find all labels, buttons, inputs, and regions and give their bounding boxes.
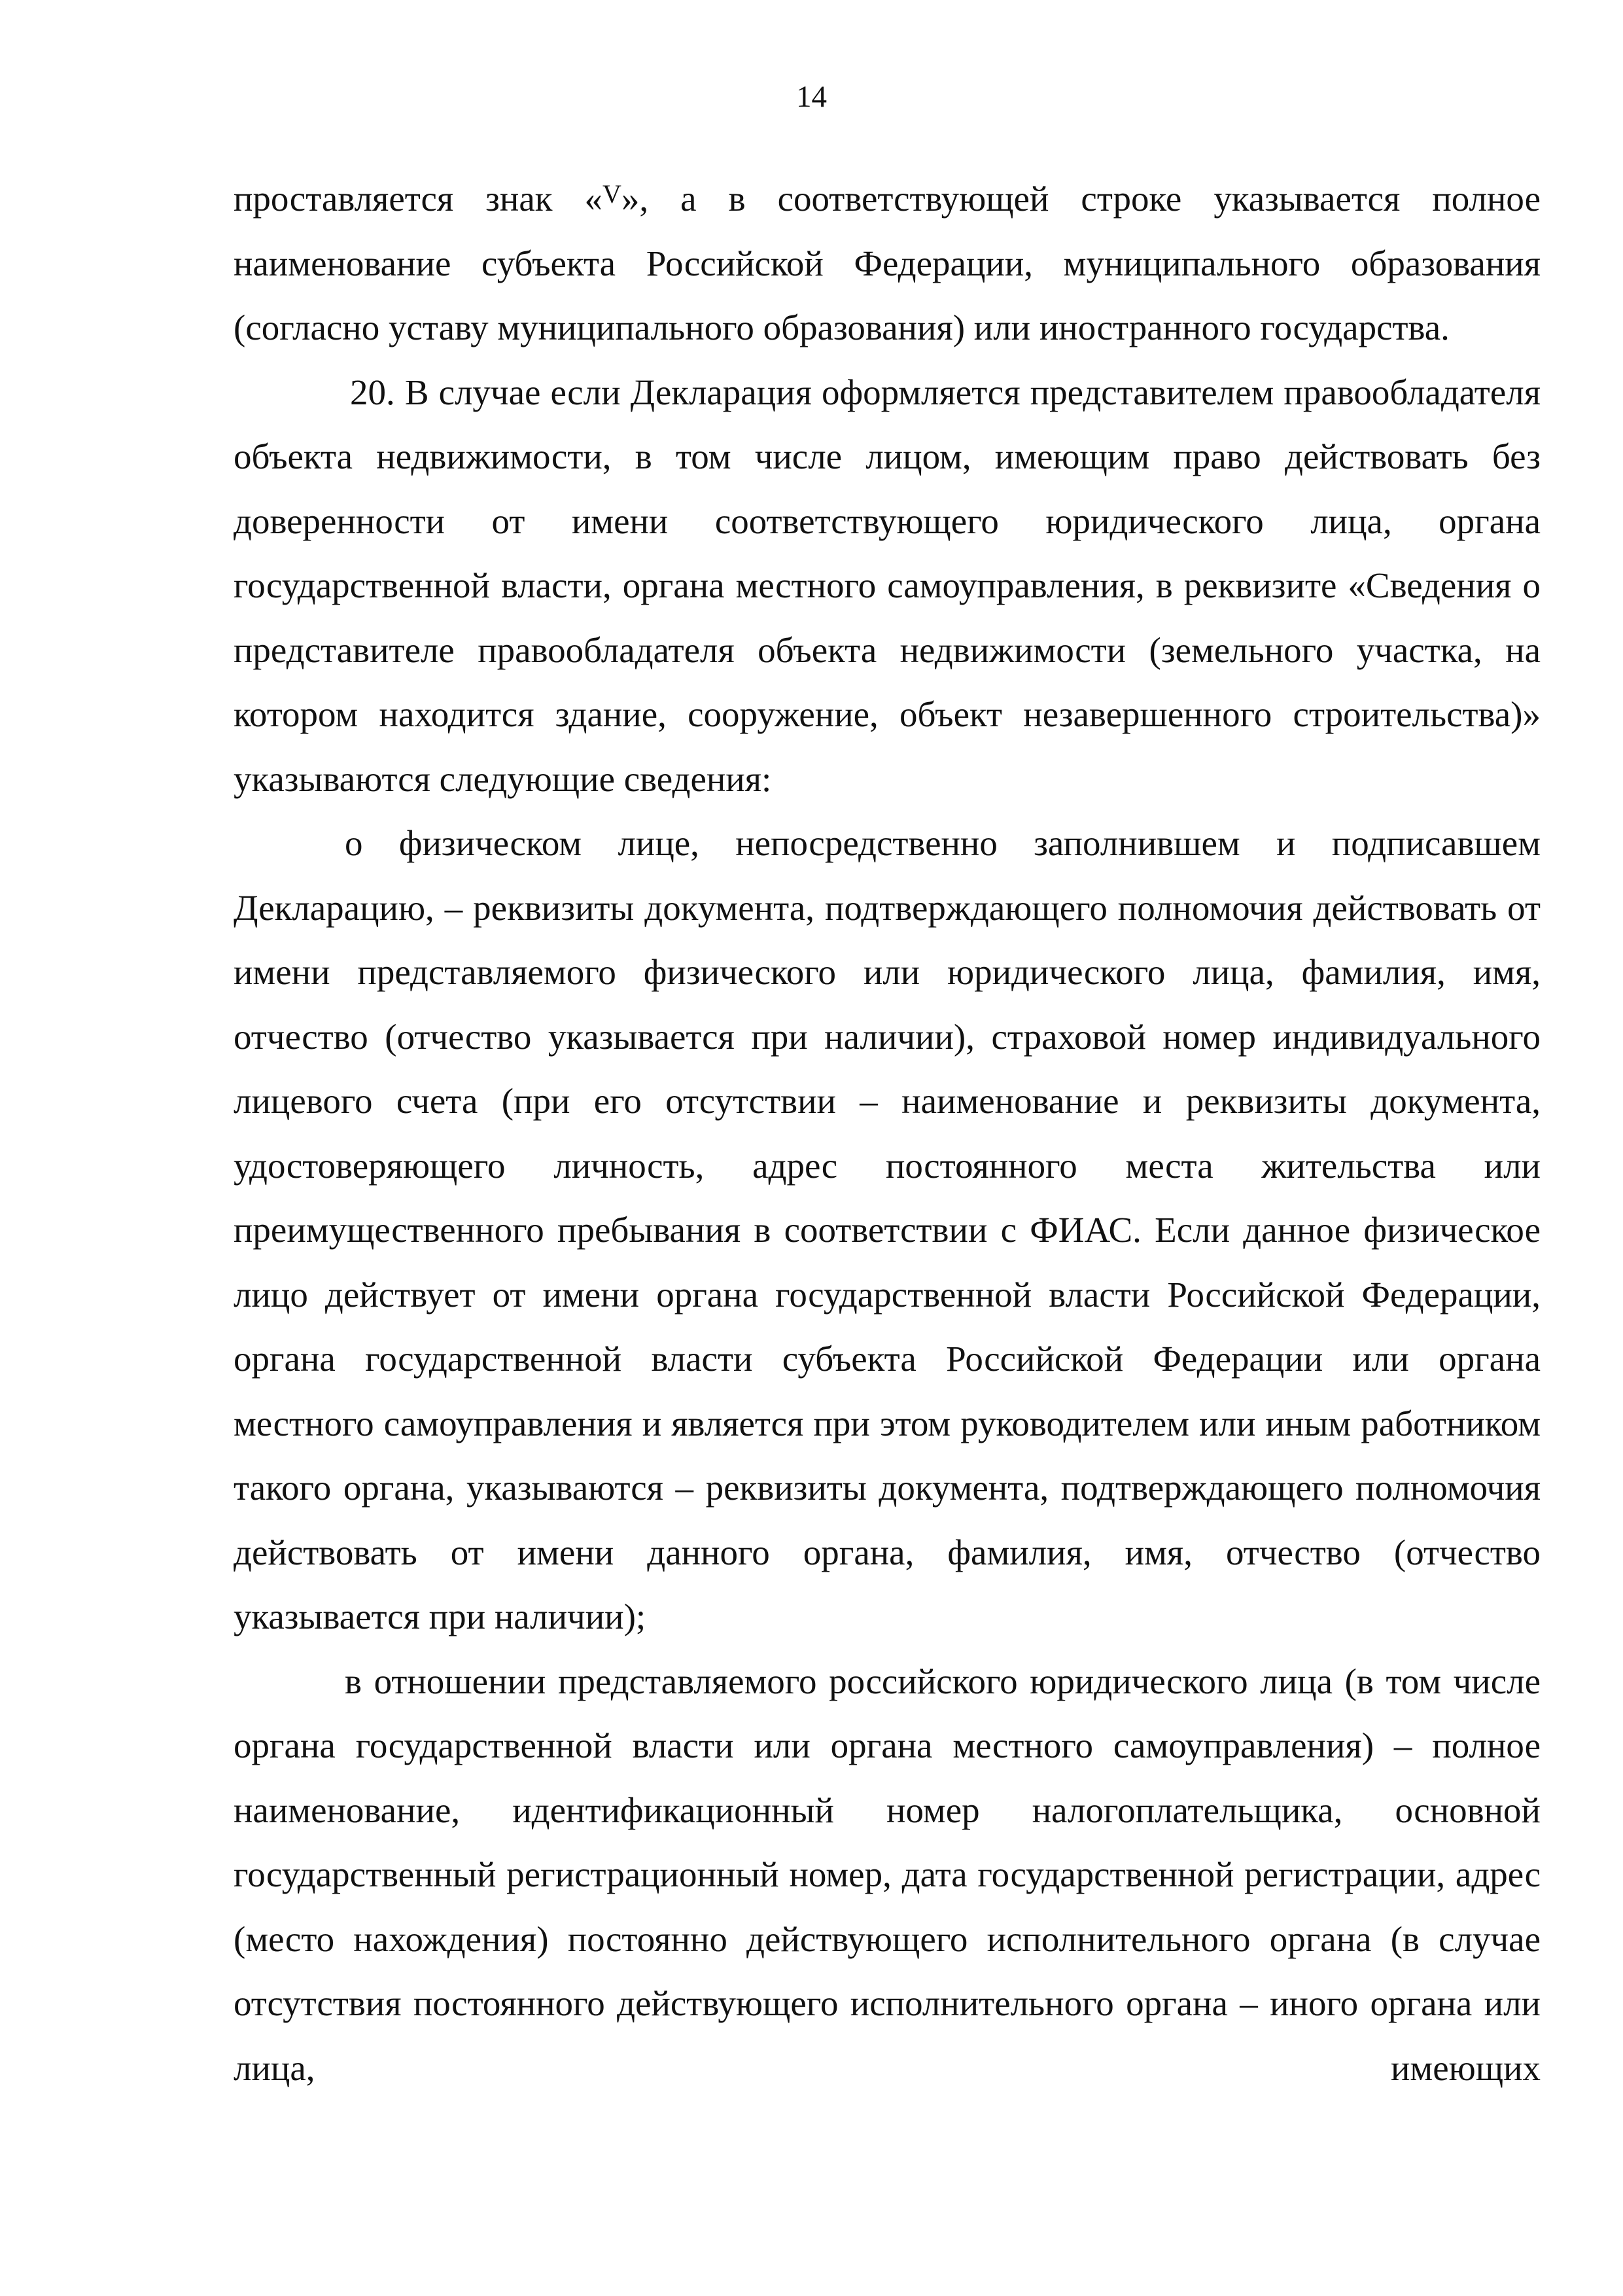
- document-body: [234, 162, 1541, 2100]
- paragraph-individual-representative: о физическом лице, непосредственно заполнившем и подписавшем Декларацию, – реквизиты документа, подтверждающего полномочия действовать от имени представляемого физического или юридического лица, фамилия, имя, отчество (отчество указывается при наличии), страховой номер индивидуального лицевого счета (при его отсутствии – наименование и реквизиты документа, удостоверяющего личность, адрес постоянного места жительства или преимущественного пребывания в соответствии с ФИАС. Если данное физическое лицо действует от имени органа государственной власти Российской Федерации, органа государственной власти субъекта Российской Федерации или органа местного самоуправления и является при этом руководителем или иным работником такого органа, указываются – реквизиты документа, подтверждающего полномочия действовать от имени данного органа, фамилия, имя, отчество (отчество указывается при наличии);: [234, 823, 1541, 1636]
- page-number: 14: [796, 80, 827, 114]
- paragraph-text-before-mark: проставляется знак «: [234, 179, 602, 219]
- paragraph-legal-entity: в отношении представляемого российского юридического лица (в том числе органа государственной власти или органа местного самоуправления) – полное наименование, идентификационный номер налогоплательщика, основной государственный регистрационный номер, дата государственной регистрации, адрес (место нахождения) постоянно действующего исполнительного органа (в случае отсутствия постоянного действующего исполнительного органа – иного органа или лица, имеющих: [234, 1661, 1541, 2088]
- checkmark-symbol: V: [602, 179, 621, 209]
- paragraph-text-after-mark: », а в соответствующей строке указывается полное наименование субъекта Российской Федерации, муниципального образования (согласно уставу муниципального образования) или иностранного государства.: [234, 179, 1541, 347]
- paragraph-continuation: [234, 162, 1541, 361]
- paragraph-item-20: 20. В случае если Декларация оформляется представителем правообладателя объекта недвижимости, в том числе лицом, имеющим право действовать без доверенности от имени соответствующего юридического лица, органа государственной власти, органа местного самоуправления, в реквизите «Сведения о представителе правообладателя объекта недвижимости (земельного участка, на котором находится здание, сооружение, объект незавершенного строительства)» указываются следующие сведения:: [234, 372, 1541, 799]
